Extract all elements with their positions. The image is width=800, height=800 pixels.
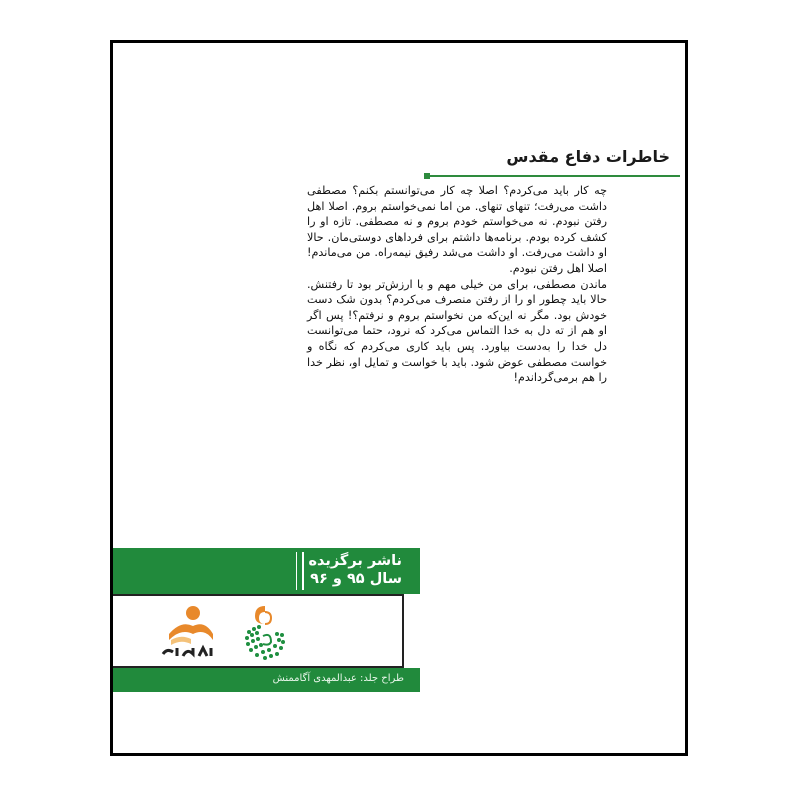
section-header <box>418 139 680 189</box>
publisher-logos <box>113 594 404 668</box>
paragraph-1: چه کار باید می‌کردم؟ اصلا چه کار می‌توانستم بکنم؟ مصطفی داشت می‌رفت؛ تنهای تنهای. من اما نمی‌خواستم بروم. اصلا اهل رفتن نبودم. نه می‌خواستم خودم بروم و نه مصطفی. تازه او را کشف کرده بودم. برنامه‌ها داشتم برای فرداهای دوستی‌مان. حالا او داشت می‌رفت. او داشت می‌شد رفیق نیمه‌راه. من می‌ماندم! اصلا اهل رفتن نبودم. <box>307 184 607 275</box>
section-title: خاطرات دفاع مقدس <box>506 147 670 166</box>
man-va-ketab-logo-icon <box>159 604 217 662</box>
story-text <box>307 183 607 386</box>
award-banner <box>113 548 420 594</box>
award-text <box>296 552 406 590</box>
paragraph-2: ماندن مصطفی، برای من خیلی مهم و با ارزش‌تر بود تا رفتنش. حالا باید چطور او را از رفتن منصرف می‌کردم؟ بدون شک دست خودش بود. مگر نه این‌که من نخواستم بروم و نرفتم؟! پس اگر او هم از ته دل به خدا التماس می‌کرد که نرود، حتما می‌توانست دل خدا را به‌دست بیاورد. پس باید کاری می‌کردم که نگاه و خواست مصطفی عوض شود. باید با خواست و تمایل او، نظر خدا را هم برمی‌گرداندم! <box>307 277 607 385</box>
designer-bar <box>113 668 420 692</box>
designer-credit: طراح جلد: عبدالمهدی آگاممنش <box>272 673 404 684</box>
title-underline-dot <box>424 173 430 179</box>
award-line-1: ناشر برگزیده <box>308 553 402 569</box>
publisher-emblem-icon <box>241 602 289 662</box>
title-underline <box>428 175 680 177</box>
award-line-2: سال ۹۵ و ۹۶ <box>310 571 402 587</box>
book-back-cover <box>110 40 688 756</box>
